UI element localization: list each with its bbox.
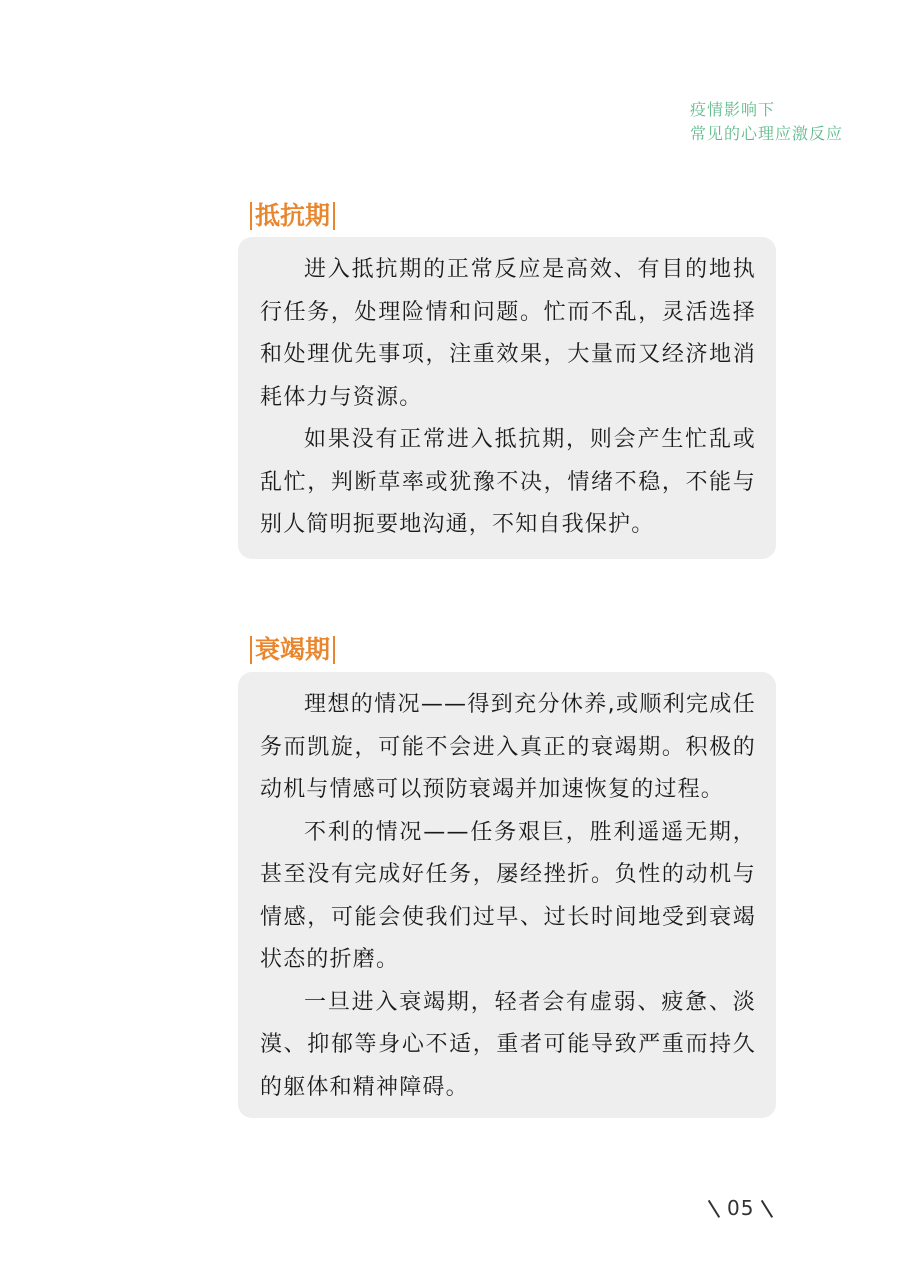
paragraph: 进入抵抗期的正常反应是高效、有目的地执行任务，处理险情和问题。忙而不乱，灵活选择和处理优先事项，注重效果，大量而又经济地消耗体力与资源。 [260,257,756,410]
section-title: 抵抗期 [255,201,331,230]
heading-bar-right [333,636,335,664]
page-number [709,1196,772,1220]
section-title: 衰竭期 [255,635,331,664]
running-header [690,98,843,146]
section-heading-exhaustion [250,634,335,666]
section-heading-resistance [250,200,335,232]
slash-decoration-left [709,1199,719,1217]
paragraph: 一旦进入衰竭期，轻者会有虚弱、疲惫、淡漠、抑郁等身心不适，重者可能导致严重而持久的躯体和精神障碍。 [260,989,756,1100]
running-header-line-1: 疫情影响下 [690,100,776,119]
content-box-resistance [238,237,776,559]
heading-bar-right [333,202,335,230]
paragraph: 如果没有正常进入抵抗期，则会产生忙乱或乱忙，判断草率或犹豫不决，情绪不稳，不能与别人简明扼要地沟通，不知自我保护。 [260,427,756,537]
paragraph: 不利的情况——任务艰巨，胜利遥遥无期，甚至没有完成好任务，屡经挫折。负性的动机与情感，可能会使我们过早、过长时间地受到衰竭状态的折磨。 [260,819,756,972]
content-box-exhaustion [238,672,776,1118]
page-number-text: 05 [727,1196,755,1220]
slash-decoration-right [762,1199,772,1217]
paragraph: 理想的情况——得到充分休养,或顺利完成任务而凯旋，可能不会进入真正的衰竭期。积极的动机与情感可以预防衰竭并加速恢复的过程。 [260,692,756,802]
running-header-line-2: 常见的心理应激反应 [690,124,844,143]
